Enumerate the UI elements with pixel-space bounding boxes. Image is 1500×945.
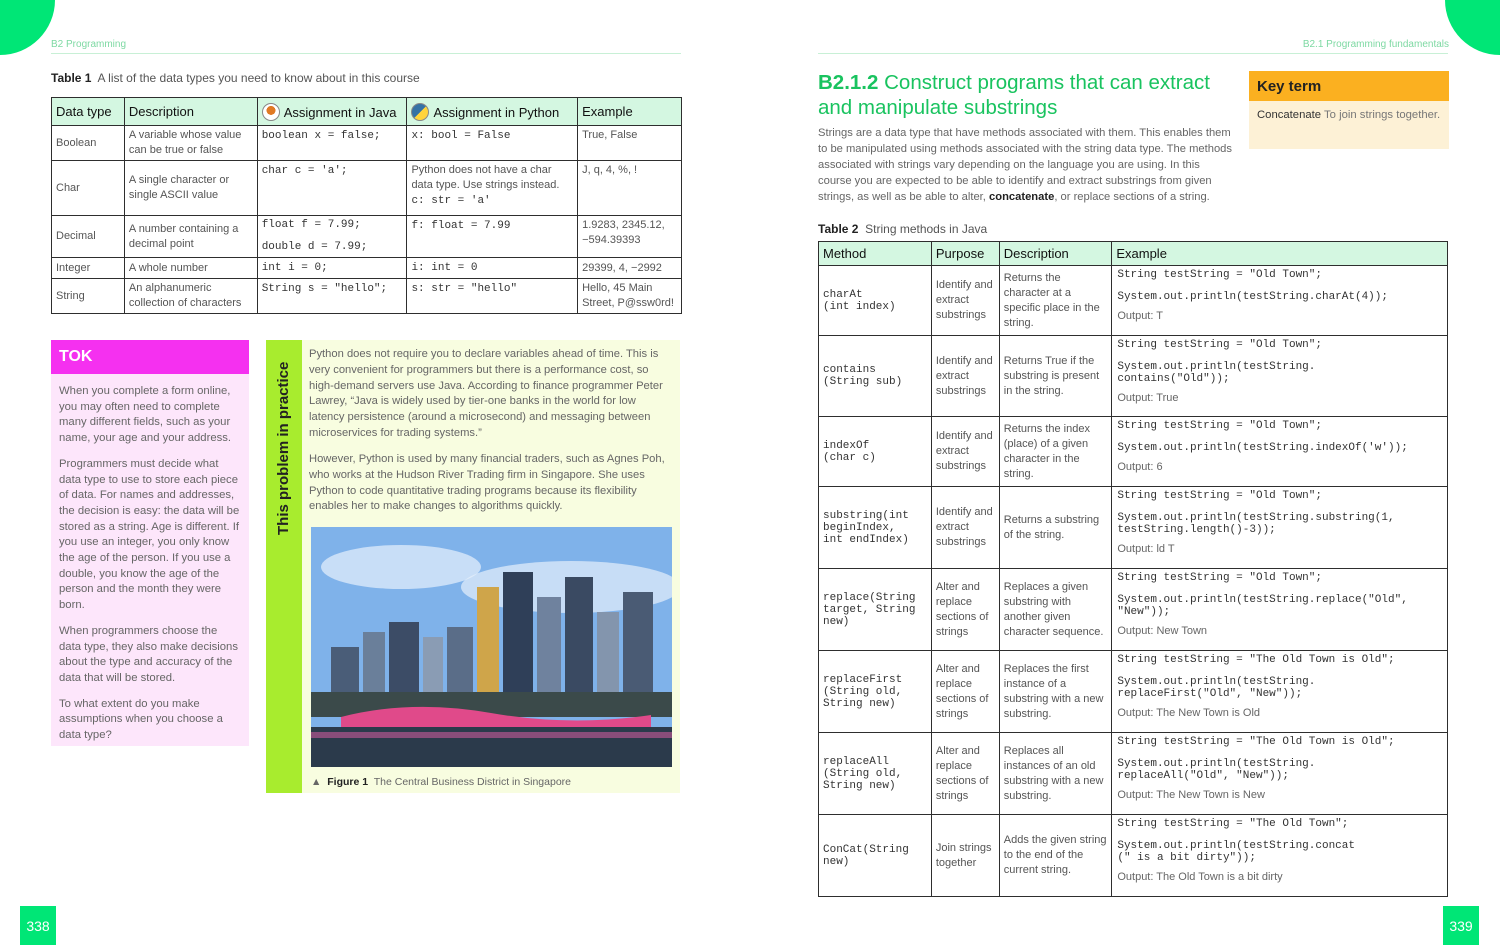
th-assign-python-label: Assignment in Python (433, 104, 560, 120)
running-head-left: B2 Programming (51, 39, 127, 50)
table-row (52, 216, 682, 258)
example-output: Output: The New Town is New (1117, 789, 1265, 801)
code-python: s: str = "hello" (411, 283, 518, 295)
code-java: float f = 7.99; (261, 219, 361, 231)
cell-java (257, 161, 407, 216)
cell-desc: An alphanumeric collection of characters (124, 279, 257, 314)
th-description: Description (999, 242, 1112, 266)
example-code-line: System.out.println(testString.substring(1, (1117, 512, 1395, 524)
cell-description: Replaces the first instance of a substring with a new substring. (999, 651, 1112, 733)
method-signature: String new) (823, 697, 896, 710)
cell-purpose: Identify and extract substrings (931, 487, 999, 569)
cell-python (407, 279, 578, 314)
cell-description: Returns the index (place) of a given character in the string. (999, 417, 1112, 487)
cell-desc: A whole number (124, 258, 257, 279)
triangle-icon: ▲ (311, 776, 322, 788)
example-code-line: replaceAll("Old", "New")); (1117, 770, 1289, 782)
example-output: Output: T (1117, 310, 1163, 322)
method-signature: (char c) (823, 451, 876, 464)
cell-python (407, 161, 578, 216)
cell-java (257, 279, 407, 314)
cell-description: Adds the given string to the end of the current string. (999, 815, 1112, 897)
intro-text-end: , or replace sections of a string. (1054, 190, 1210, 203)
th-data-type: Data type (52, 98, 125, 126)
table2-label: Table 2 (818, 222, 859, 236)
table-row (52, 126, 682, 161)
cell-method (819, 815, 932, 897)
spacer (1117, 432, 1442, 442)
spacer (1117, 281, 1442, 291)
example-code-line: System.out.println(testString.concat (1117, 840, 1355, 852)
cell-description: Replaces all instances of an old substring with a new substring. (999, 733, 1112, 815)
example-code-line: System.out.println(testString.indexOf('w')); (1117, 442, 1408, 454)
intro-text: Strings are a data type that have methods associated with them. This enables them to be manipulated using methods associated with the string data type. The methods associated with strings vary depending on the language you are using. In this course you are expected to be able to identify and extract substrings from given strings, as well as be able to alter, (818, 127, 1232, 203)
example-output: Output: New Town (1117, 625, 1208, 637)
spacer (1117, 351, 1442, 361)
cell-example (1112, 651, 1448, 733)
cell-purpose: Alter and replace sections of strings (931, 569, 999, 651)
tok-paragraph: When you complete a form online, you may often need to complete many different fields, such as your name, your age and your address. (59, 385, 232, 445)
section-number: B2.1.2 (818, 71, 879, 94)
table-row (819, 266, 1448, 336)
cell-type: Boolean (52, 126, 125, 161)
spacer (1117, 502, 1442, 512)
cell-purpose: Join strings together (931, 815, 999, 897)
table-row (819, 733, 1448, 815)
cell-example (1112, 569, 1448, 651)
th-method: Method (819, 242, 932, 266)
cell-method (819, 733, 932, 815)
example-output: Output: The Old Town is a bit dirty (1117, 871, 1283, 883)
cell-desc: A number containing a decimal point (124, 216, 257, 258)
method-signature: substring(int (823, 509, 909, 522)
method-signature: new) (823, 615, 850, 628)
table-row (52, 258, 682, 279)
table-row (819, 569, 1448, 651)
example-code-line: System.out.println(testString. (1117, 758, 1316, 770)
example-code-line: String testString = "Old Town"; (1117, 269, 1322, 281)
method-signature: String new) (823, 779, 896, 792)
cell-method (819, 487, 932, 569)
figure-caption-text: The Central Business District in Singapore (373, 776, 572, 788)
tok-heading: TOK (51, 340, 249, 374)
example-code-line: System.out.println(testString. (1117, 676, 1316, 688)
spacer (1117, 584, 1442, 594)
cell-method (819, 651, 932, 733)
example-code-line: System.out.println(testString.replace("Old", (1117, 594, 1408, 606)
practice-heading: This problem in practice (275, 361, 292, 535)
tok-box (51, 340, 249, 746)
cell-java (257, 126, 407, 161)
cell-description: Returns the character at a specific place in the string. (999, 266, 1112, 336)
method-signature: new) (823, 855, 850, 868)
cell-description: Returns True if the substring is present in the string. (999, 336, 1112, 417)
example-code-line: testString.length()-3)); (1117, 524, 1276, 536)
table2-caption (818, 222, 987, 236)
th-purpose: Purpose (931, 242, 999, 266)
cell-method (819, 417, 932, 487)
cell-type: Decimal (52, 216, 125, 258)
example-output: Output: The New Town is Old (1117, 707, 1261, 719)
example-code-line: String testString = "The Old Town is Old"; (1117, 736, 1395, 748)
method-signature: ConCat(String (823, 843, 909, 856)
table-row (819, 651, 1448, 733)
cell-example: 1.9283, 2345.12, −594.39393 (578, 216, 682, 258)
code-java: boolean x = false; (261, 130, 381, 142)
practice-box (266, 340, 680, 793)
code-java: char c = 'a'; (261, 165, 348, 177)
example-code-line: String testString = "Old Town"; (1117, 339, 1322, 351)
method-signature: replace(String (823, 591, 916, 604)
example-code-line: contains("Old")); (1117, 373, 1230, 385)
figure-label: Figure 1 (327, 776, 369, 788)
header-rule-right (818, 53, 1448, 54)
cell-purpose: Alter and replace sections of strings (931, 651, 999, 733)
figure-caption (311, 776, 571, 788)
cell-desc: A variable whose value can be true or false (124, 126, 257, 161)
string-methods-table (818, 241, 1448, 897)
cell-method (819, 569, 932, 651)
table-row (819, 815, 1448, 897)
cell-description: Returns a substring of the string. (999, 487, 1112, 569)
method-signature: (String old, (823, 685, 903, 698)
intro-key-term: concatenate (989, 190, 1055, 203)
example-code-line: replaceFirst("Old", "New")); (1117, 688, 1303, 700)
table2-header-row (819, 242, 1448, 266)
method-signature: (String sub) (823, 376, 903, 388)
cell-python (407, 258, 578, 279)
cell-example: 29399, 4, −2992 (578, 258, 682, 279)
table-row (819, 336, 1448, 417)
skyline-illustration (311, 527, 672, 767)
example-output: Output: 6 (1117, 461, 1163, 473)
code-python: x: bool = False (411, 130, 511, 142)
cell-type: Integer (52, 258, 125, 279)
th-example: Example (1112, 242, 1448, 266)
method-signature: replaceAll (823, 755, 890, 768)
code-java: int i = 0; (261, 262, 328, 274)
method-signature: int endIndex) (823, 533, 909, 546)
cell-type: Char (52, 161, 125, 216)
table-row (819, 487, 1448, 569)
key-term-box (1249, 71, 1449, 149)
python-note: Python does not have a char data type. Use strings instead. (411, 164, 560, 191)
cell-desc: A single character or single ASCII value (124, 161, 257, 216)
spacer (1117, 666, 1442, 676)
intro-paragraph (818, 126, 1234, 206)
th-assign-java (257, 98, 407, 126)
cell-purpose: Identify and extract substrings (931, 417, 999, 487)
example-code-line: "New")); (1117, 606, 1171, 618)
method-signature: contains (823, 364, 876, 376)
cell-example: Hello, 45 Main Street, P@ssw0rd! (578, 279, 682, 314)
spacer (1117, 830, 1442, 840)
running-head-right: B2.1 Programming fundamentals (1302, 39, 1449, 50)
table-row (819, 417, 1448, 487)
table-row (52, 161, 682, 216)
cell-type: String (52, 279, 125, 314)
method-signature: target, String (823, 603, 916, 616)
example-code-line: String testString = "The Old Town is Old"; (1117, 654, 1395, 666)
example-code-line: (" is a bit dirty")); (1117, 852, 1256, 864)
java-icon (262, 103, 280, 121)
key-term-word: Concatenate (1257, 109, 1322, 121)
example-code-line: String testString = "Old Town"; (1117, 420, 1322, 432)
table2-caption-text: String methods in Java (865, 222, 988, 236)
example-output: Output: ld T (1117, 543, 1175, 555)
page-number-right: 339 (1443, 906, 1479, 945)
cell-description: Replaces a given substring with another given character sequence. (999, 569, 1112, 651)
method-signature: replaceFirst (823, 673, 903, 686)
singapore-skyline-photo (311, 527, 672, 767)
cell-example (1112, 487, 1448, 569)
data-types-table (51, 97, 682, 314)
cell-purpose: Alter and replace sections of strings (931, 733, 999, 815)
page-number-left: 338 (20, 906, 56, 945)
example-code-line: System.out.println(testString.charAt(4)); (1117, 291, 1388, 303)
practice-paragraph: Python does not require you to declare variables ahead of time. This is very convenient for programmers but there is a performance cost, so high-demand servers use Java. According to finance programmer Peter Lawrey, “Java is widely used by tier-one banks in the world for low latency persistence (around a microsecond) and messaging between microservices for trading systems.” (309, 348, 663, 439)
cell-example (1112, 815, 1448, 897)
method-signature: charAt (823, 288, 863, 301)
table1-caption (51, 71, 420, 85)
cell-method (819, 336, 932, 417)
code-python: i: int = 0 (411, 262, 478, 274)
table1-header-row (52, 98, 682, 126)
cell-purpose: Identify and extract substrings (931, 336, 999, 417)
method-signature: (String old, (823, 767, 903, 780)
th-example: Example (578, 98, 682, 126)
th-assign-java-label: Assignment in Java (283, 104, 397, 120)
method-signature: (int index) (823, 300, 896, 313)
cell-example (1112, 417, 1448, 487)
cell-java (257, 216, 407, 258)
example-code-line: System.out.println(testString. (1117, 361, 1316, 373)
section-title (818, 70, 1233, 120)
example-code-line: String testString = "Old Town"; (1117, 490, 1322, 502)
header-rule-left (51, 53, 681, 54)
tok-question: To what extent do you make assumptions when you choose a data type? (59, 697, 223, 742)
cell-example: J, q, 4, %, ! (578, 161, 682, 216)
example-code-line: String testString = "Old Town"; (1117, 572, 1322, 584)
code-python: c: str = 'a' (411, 195, 491, 207)
th-assign-python (407, 98, 578, 126)
corner-decoration-left (0, 0, 55, 55)
spacer (1117, 748, 1442, 758)
code-java: String s = "hello"; (261, 283, 388, 295)
cell-python (407, 126, 578, 161)
key-term-text: To join strings together. (1324, 109, 1441, 121)
code-python: f: float = 7.99 (411, 220, 511, 232)
cell-example (1112, 336, 1448, 417)
code-java: double d = 7.99; (261, 241, 368, 253)
practice-paragraph: However, Python is used by many financial traders, such as Agnes Poh, who works at the Hudson River Trading firm in Singapore. She uses Python to code quantitative trading programs because its flexibility enables her to make changes to algorithms quickly. (309, 453, 665, 513)
key-term-definition (1249, 101, 1449, 129)
example-output: Output: True (1117, 392, 1179, 404)
cell-method (819, 266, 932, 336)
th-description: Description (124, 98, 257, 126)
method-signature: beginIndex, (823, 521, 896, 534)
cell-python (407, 216, 578, 258)
example-code-line: String testString = "The Old Town"; (1117, 818, 1349, 830)
tok-paragraph: Programmers must decide what data type to use to store each piece of data. For names and addresses, the decision is easy: the data will be stored as a string. Age is different. If you use an integer, you only know the age of the person. If you use a double, you know the age of the person and the month they were born. (59, 457, 240, 612)
tok-paragraph: When programmers choose the data type, they also make decisions about the type and accuracy of the data that will be stored. (59, 624, 238, 684)
corner-decoration-right (1445, 0, 1500, 55)
table-row (52, 279, 682, 314)
method-signature: indexOf (823, 439, 870, 452)
cell-purpose: Identify and extract substrings (931, 266, 999, 336)
python-icon (411, 103, 429, 121)
cell-java (257, 258, 407, 279)
table1-label: Table 1 (51, 71, 92, 85)
cell-example (1112, 733, 1448, 815)
key-term-heading: Key term (1249, 71, 1449, 101)
cell-example (1112, 266, 1448, 336)
table1-caption-text: A list of the data types you need to know about in this course (97, 71, 420, 85)
cell-example: True, False (578, 126, 682, 161)
section-title-text: Construct programs that can extract and manipulate substrings (818, 71, 1210, 119)
